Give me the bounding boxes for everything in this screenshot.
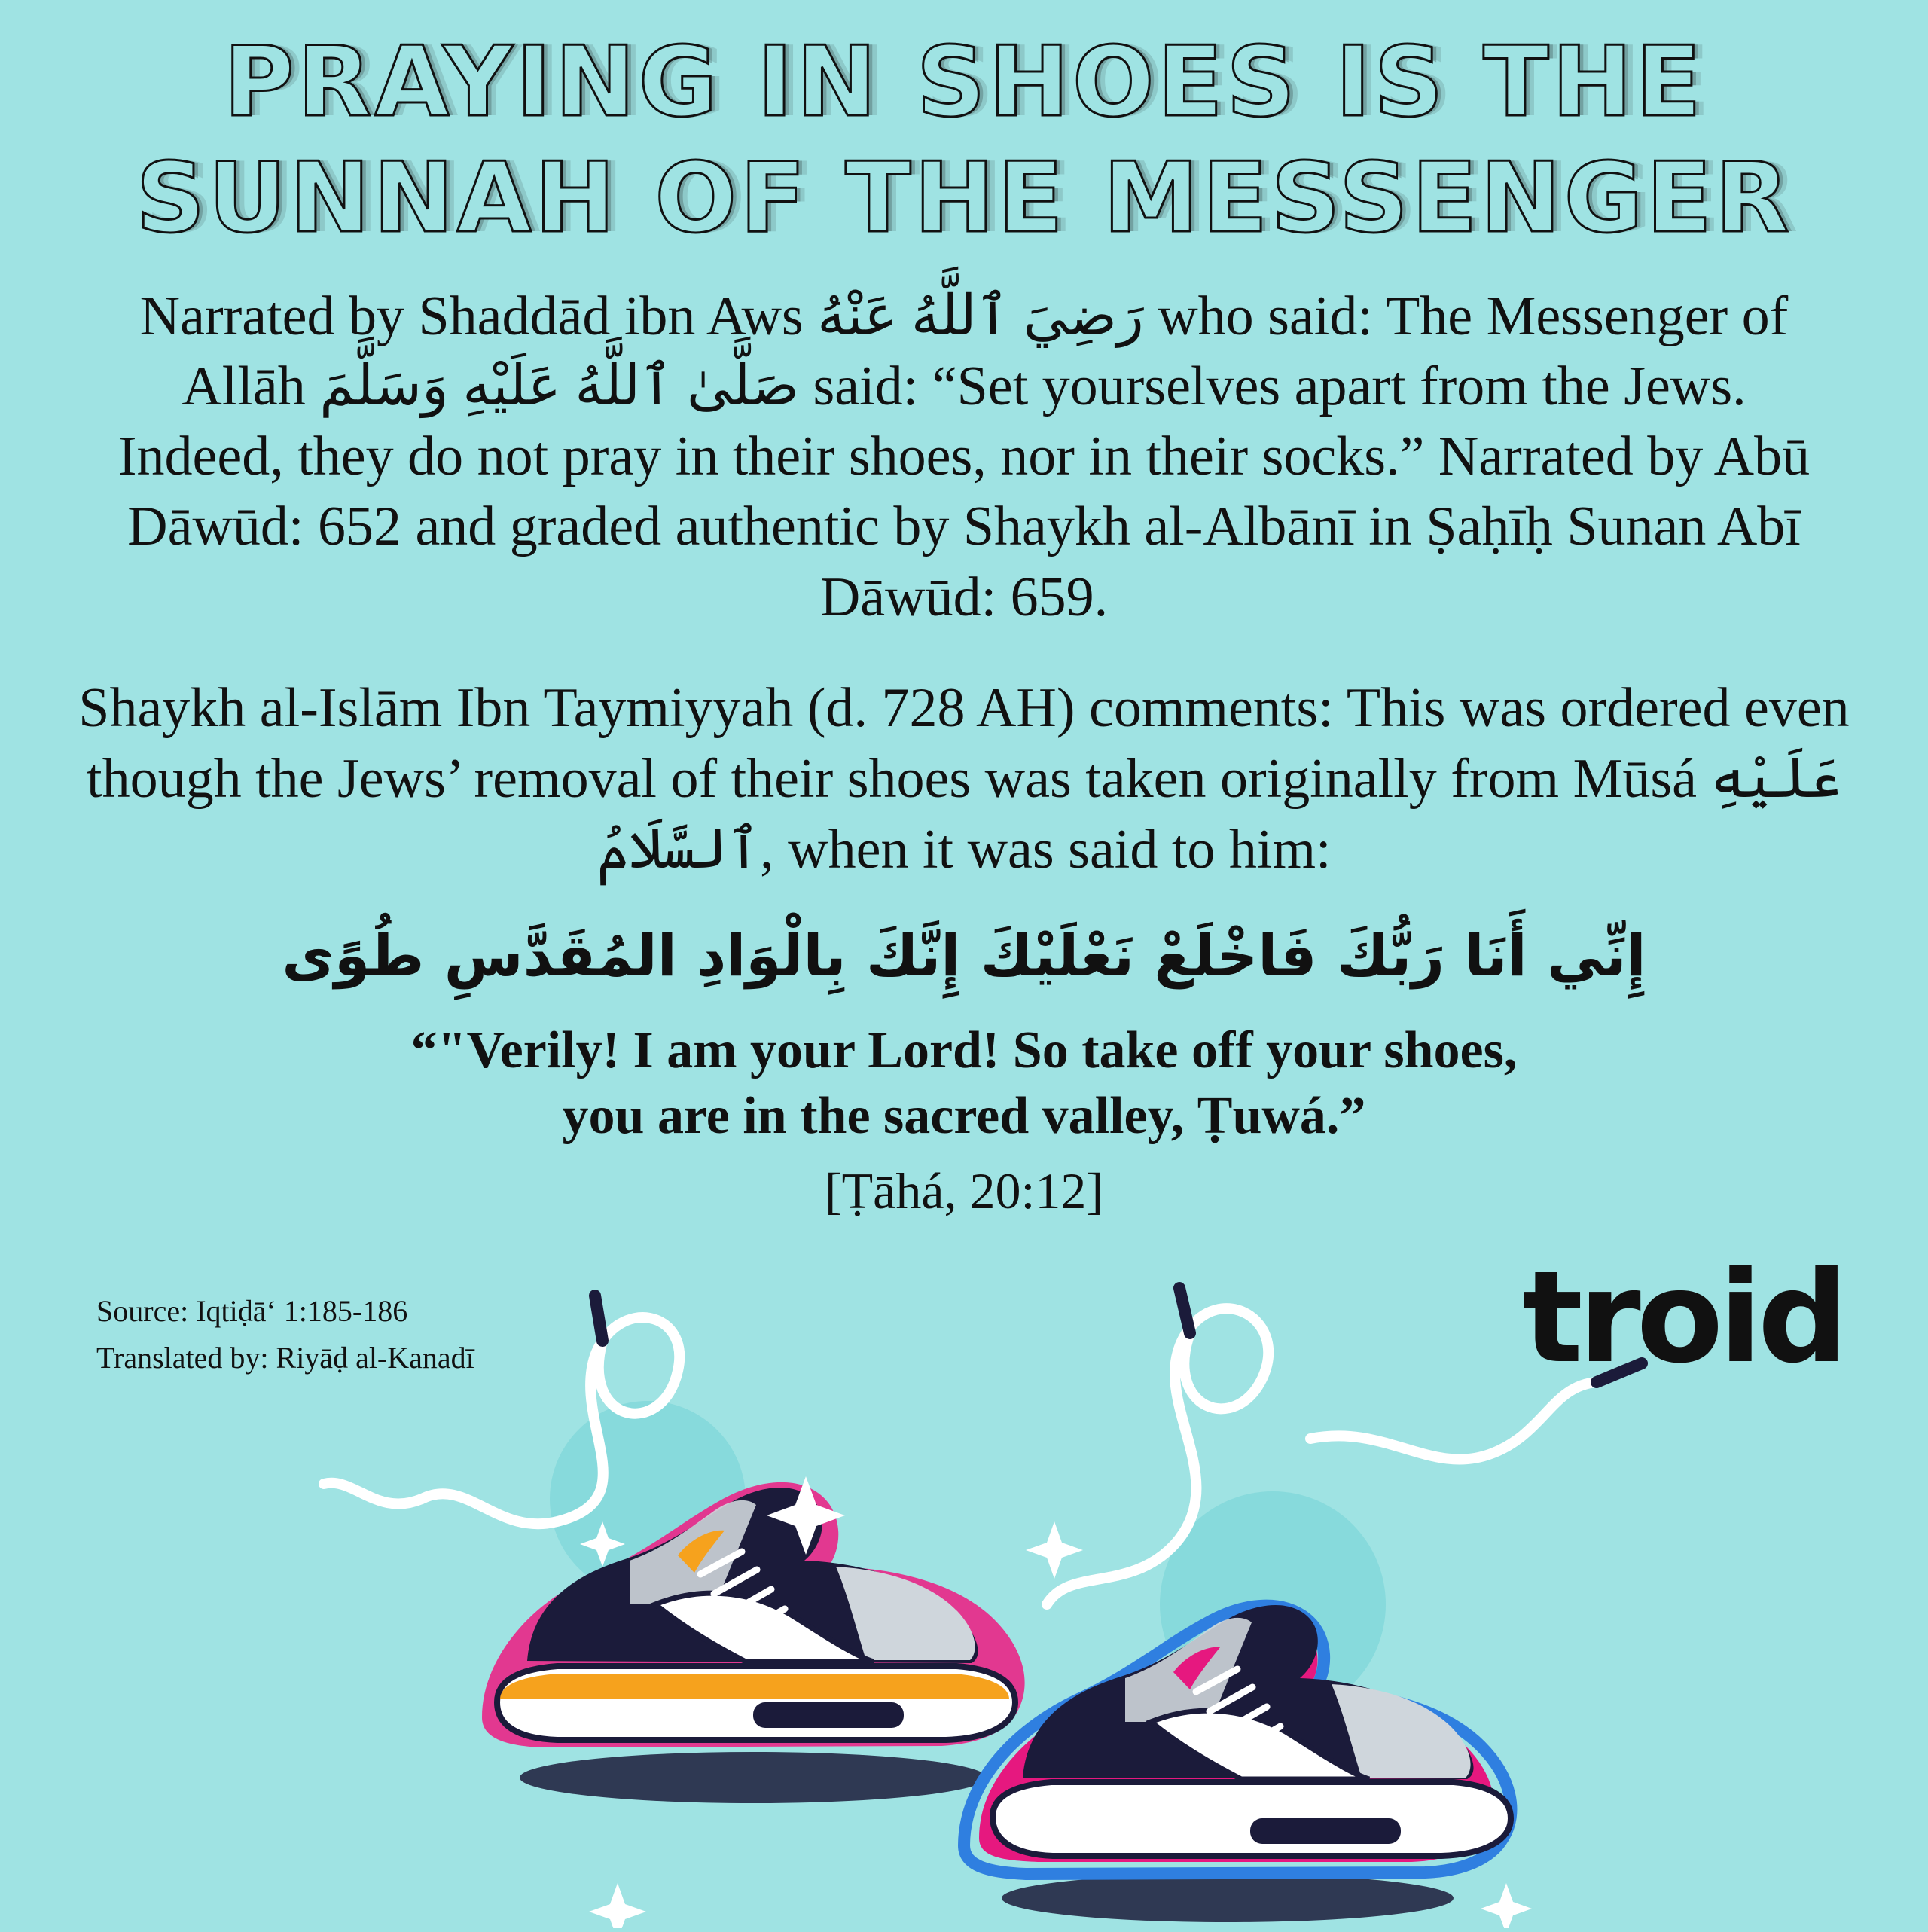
title-line-2: SUNNAH OF THE MESSENGER [136, 142, 1792, 255]
ibn-taymiyyah-comment: Shaykh al-Islām Ibn Taymiyyah (d. 728 AH) comments: This was ordered even though the Jews’ removal of their shoes was taken originally from Mūsá عَلَيْهِ ٱلسَّلَامُ, when it was said to him: [78, 676, 1850, 881]
sneaker-right [964, 1605, 1511, 1874]
ayah-translation-line-1: “"Verily! I am your Lord! So take off your shoes, [410, 1021, 1518, 1079]
halftone-dots [550, 1401, 1386, 1717]
sneaker-left [482, 1482, 1025, 1747]
right-shoe-shadow [1002, 1874, 1454, 1922]
page-title [0, 0, 1928, 255]
right-lace-tip [1179, 1288, 1190, 1333]
right-lace-swirl [1047, 1308, 1597, 1604]
sparkle-decorations [580, 1476, 1532, 1928]
ayah-arabic-text: إِنِّي أَنَا رَبُّكَ فَاخْلَعْ نَعْلَيْكَ إِنَّكَ بِالْوَادِ المُقَدَّسِ طُوًى [282, 921, 1646, 989]
narration-paragraph: Narrated by Shaddād ibn Aws رَضِيَ ٱللَّهُ عَنْهُ who said: The Messenger of Allāh صَلَّىٰ ٱللَّهُ عَلَيْهِ وَسَلَّمَ said: “Set yourselves apart from the Jews. Indeed, they do not pray in their shoes, nor in their socks.” Narrated by Abū Dāwūd: 652 and graded authentic by Shaykh al-Albānī in Ṣaḥīḥ Sunan Abī Dāwūd: 659. [117, 285, 1811, 628]
left-lace-tip [595, 1296, 602, 1341]
ayah-translation-line-2: you are in the sacred valley, Ṭuwá.” [562, 1086, 1366, 1145]
source-line: Source: Iqtiḍāʻ 1:185-186 [96, 1294, 408, 1328]
troid-logo: troid [1522, 1244, 1844, 1391]
ayah-reference: [Ṭāhá, 20:12] [824, 1162, 1104, 1220]
left-shoe-shadow [520, 1752, 987, 1803]
title-line-1: PRAYING IN SHOES IS THE [223, 26, 1705, 139]
credits [96, 1288, 474, 1381]
translator-line: Translated by: Riyāḍ al-Kanadī [96, 1341, 474, 1375]
